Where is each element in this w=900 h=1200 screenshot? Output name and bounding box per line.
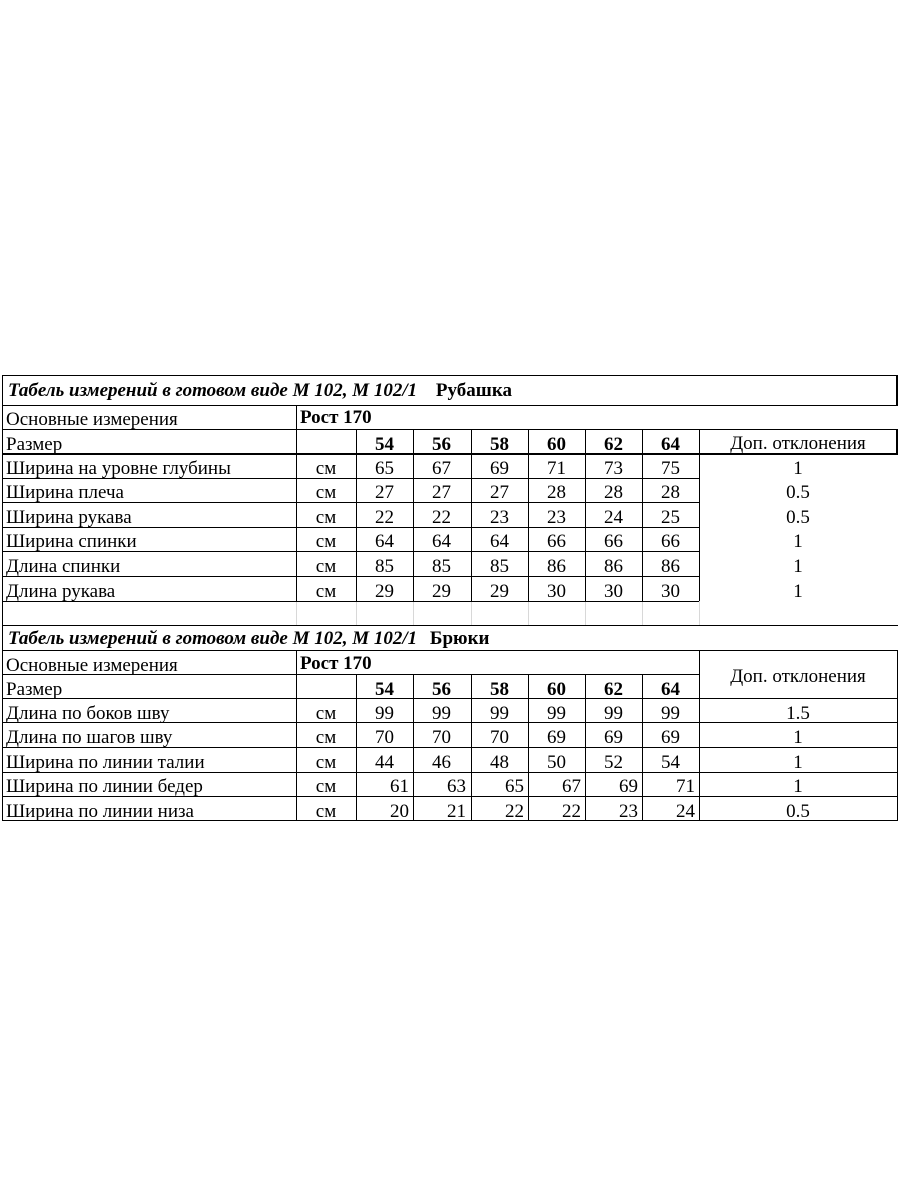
pants-height: Рост 170 [300,653,372,674]
tolerance-cell: 1.5 [786,703,810,724]
value-cell: 67 [562,776,581,797]
value-cell: 22 [432,507,451,528]
value-cell: 99 [604,703,623,724]
row-unit: см [315,727,337,748]
row-unit: см [315,458,337,479]
row-unit: см [315,801,337,822]
value-cell: 29 [432,581,451,602]
row-label: Ширина по линии талии [6,752,205,773]
shirt-size-label: Размер [6,434,63,455]
row-unit: см [315,752,337,773]
row-unit: см [315,581,337,602]
pants-table-title [8,627,489,651]
value-cell: 23 [547,507,566,528]
value-cell: 54 [661,752,680,773]
shirt-product-name: Рубашка [435,380,512,401]
value-cell: 86 [547,556,566,577]
tolerance-cell: 1 [793,556,803,577]
value-cell: 69 [547,727,566,748]
value-cell: 66 [547,531,566,552]
grid-line [642,601,643,625]
value-cell: 30 [547,581,566,602]
shirt-tolerance-header: Доп. отклонения [730,433,866,454]
shirt-table-title [8,379,512,403]
value-cell: 22 [375,507,394,528]
value-cell: 27 [490,482,509,503]
value-cell: 69 [661,727,680,748]
size-header: 56 [432,679,451,700]
pants-size-label: Размер [6,679,63,700]
size-header: 58 [490,434,509,455]
row-label: Ширина по линии низа [6,801,194,822]
size-header: 58 [490,679,509,700]
row-label: Длина по боков шву [6,703,170,724]
value-cell: 22 [562,801,581,822]
value-cell: 25 [661,507,680,528]
size-header: 60 [547,434,566,455]
size-header: 62 [604,679,623,700]
value-cell: 24 [676,801,695,822]
value-cell: 69 [604,727,623,748]
rule [2,405,898,406]
value-cell: 29 [375,581,394,602]
value-cell: 24 [604,507,623,528]
value-cell: 69 [619,776,638,797]
value-cell: 99 [432,703,451,724]
value-cell: 28 [661,482,680,503]
value-cell: 27 [375,482,394,503]
row-label: Ширина по линии бедер [6,776,203,797]
value-cell: 23 [619,801,638,822]
size-header: 54 [375,679,394,700]
pants-tolerance-header: Доп. отклонения [730,666,866,687]
value-cell: 71 [547,458,566,479]
measurement-sheet [2,375,898,821]
row-label: Ширина на уровне глубины [6,458,231,479]
value-cell: 99 [490,703,509,724]
shirt-height: Рост 170 [300,407,372,428]
row-label: Ширина плеча [6,482,124,503]
grid-line [528,601,529,625]
value-cell: 48 [490,752,509,773]
grid-line [471,601,472,625]
tolerance-cell: 0.5 [786,482,810,503]
size-header: 62 [604,434,623,455]
size-header: 64 [661,434,680,455]
value-cell: 85 [375,556,394,577]
tolerance-cell: 1 [793,531,803,552]
value-cell: 30 [661,581,680,602]
value-cell: 86 [661,556,680,577]
value-cell: 20 [390,801,409,822]
tolerance-cell: 1 [793,752,803,773]
value-cell: 23 [490,507,509,528]
tolerance-cell: 1 [793,727,803,748]
value-cell: 86 [604,556,623,577]
value-cell: 46 [432,752,451,773]
grid-line [699,601,700,625]
value-cell: 75 [661,458,680,479]
tolerance-cell: 1 [793,776,803,797]
value-cell: 50 [547,752,566,773]
value-cell: 27 [432,482,451,503]
tolerance-cell: 1 [793,458,803,479]
value-cell: 28 [547,482,566,503]
size-header: 60 [547,679,566,700]
value-cell: 99 [547,703,566,724]
value-cell: 30 [604,581,623,602]
value-cell: 70 [432,727,451,748]
rule [897,650,898,820]
grid-line [413,601,414,625]
row-label: Длина рукава [6,581,116,602]
value-cell: 61 [390,776,409,797]
row-label: Ширина рукава [6,507,132,528]
value-cell: 29 [490,581,509,602]
value-cell: 28 [604,482,623,503]
value-cell: 66 [604,531,623,552]
value-cell: 85 [432,556,451,577]
shirt-basic-label: Основные измерения [6,409,178,430]
row-unit: см [315,482,337,503]
value-cell: 70 [490,727,509,748]
size-header: 54 [375,434,394,455]
grid-line [356,601,357,625]
value-cell: 73 [604,458,623,479]
value-cell: 21 [447,801,466,822]
value-cell: 63 [447,776,466,797]
rule [896,375,898,405]
value-cell: 85 [490,556,509,577]
pants-basic-label: Основные измерения [6,655,178,676]
rule [896,429,898,455]
row-unit: см [315,703,337,724]
rule [2,375,3,821]
value-cell: 71 [676,776,695,797]
value-cell: 65 [375,458,394,479]
row-unit: см [315,556,337,577]
tolerance-cell: 0.5 [786,801,810,822]
value-cell: 44 [375,752,394,773]
grid-line [296,601,297,625]
size-header: 64 [661,679,680,700]
value-cell: 67 [432,458,451,479]
size-header: 56 [432,434,451,455]
shirt-title-text: Табель измерений в готовом виде М 102, М 102/1 [8,380,418,401]
grid-line [585,601,586,625]
value-cell: 69 [490,458,509,479]
row-unit: см [315,507,337,528]
value-cell: 70 [375,727,394,748]
value-cell: 64 [490,531,509,552]
value-cell: 65 [505,776,524,797]
pants-product-name: Брюки [429,628,490,649]
pants-title-text: Табель измерений в готовом виде М 102, М 102/1 [8,628,418,649]
value-cell: 99 [375,703,394,724]
value-cell: 64 [432,531,451,552]
row-label: Длина спинки [6,556,121,577]
row-unit: см [315,776,337,797]
value-cell: 22 [505,801,524,822]
value-cell: 66 [661,531,680,552]
value-cell: 99 [661,703,680,724]
tolerance-cell: 1 [793,581,803,602]
row-label: Длина по шагов шву [6,727,173,748]
rule [2,625,898,626]
row-unit: см [315,531,337,552]
tolerance-cell: 0.5 [786,507,810,528]
value-cell: 52 [604,752,623,773]
value-cell: 64 [375,531,394,552]
row-label: Ширина спинки [6,531,137,552]
